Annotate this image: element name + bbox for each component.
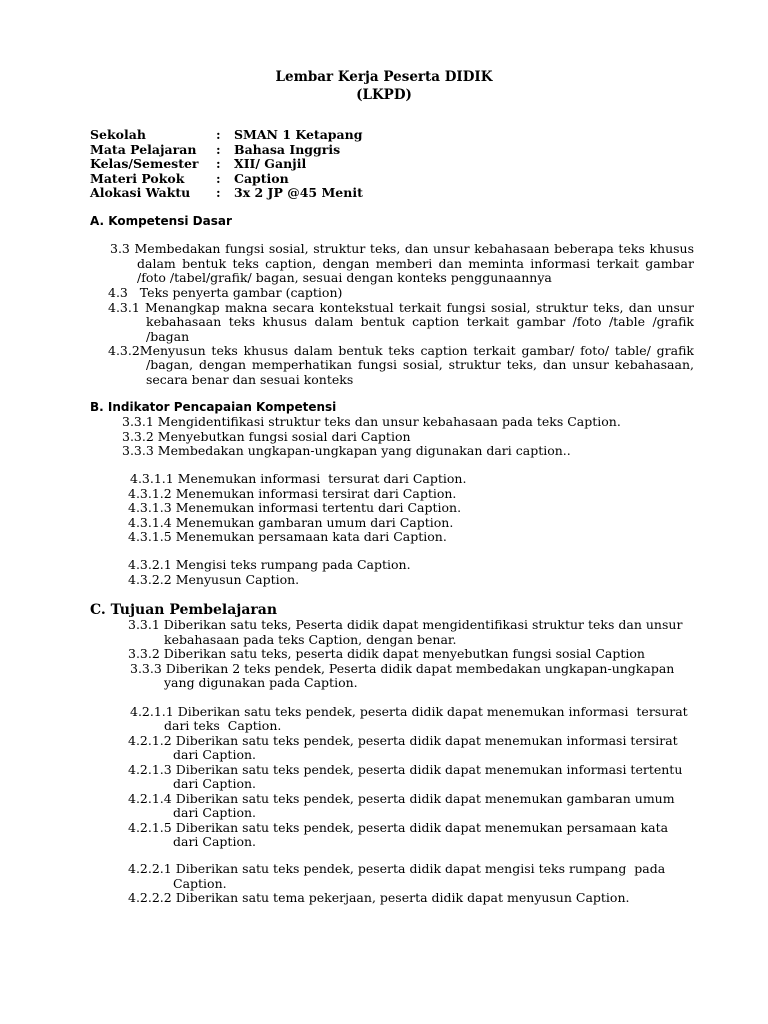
tujuan-4-2-1-1-line2: dari teks Caption. (164, 718, 282, 733)
info-label: Kelas/Semester (90, 156, 199, 171)
tujuan-4-2-2-1-line1: 4.2.2.1 Diberikan satu teks pendek, peserta didik dapat mengisi teks rumpang pada (128, 861, 666, 876)
kd-3-3-line2: dalam bentuk teks caption, dengan memberi dan meminta informasi terkait gambar (137, 255, 694, 271)
kd-4-3-1-line1: 4.3.1 Menangkap makna secara kontekstual terkait fungsi sosial, struktur teks, dan unsur (108, 299, 694, 315)
kd-4-3-2-line3: secara benar dan sesuai konteks (146, 371, 354, 387)
kd-4-3-2-line2: /bagan, dengan memperhatikan fungsi sosial, struktur teks, dan unsur kebahasaan, (146, 357, 694, 372)
indikator-4-3-1-2: 4.3.1.2 Menemukan informasi tersirat dari Caption. (128, 485, 457, 501)
indikator-4-3-2-2: 4.3.2.2 Menyusun Caption. (128, 571, 300, 587)
tujuan-4-2-1-3-line1: 4.2.1.3 Diberikan satu teks pendek, peserta didik dapat menemukan informasi tertentu (128, 761, 683, 777)
tujuan-3-3-3-line1: 3.3.3 Diberikan 2 teks pendek, Peserta didik dapat membedakan ungkapan-ungkapan (130, 660, 675, 676)
tujuan-4-2-1-5-line1: 4.2.1.5 Diberikan satu teks pendek, peserta didik dapat menemukan persamaan kata (128, 819, 669, 835)
info-label: Mata Pelajaran (90, 141, 197, 157)
indikator-4-3-1-5: 4.3.1.5 Menemukan persamaan kata dari Caption. (128, 529, 447, 544)
document-title: Lembar Kerja Peserta DIDIK (275, 69, 493, 85)
indikator-4-3-1-1: 4.3.1.1 Menemukan informasi tersurat dari Caption. (130, 471, 467, 486)
tujuan-4-2-1-4-line1: 4.2.1.4 Diberikan satu teks pendek, peserta didik dapat menemukan gambaran umum (128, 790, 675, 806)
info-colon: : (216, 127, 221, 142)
indikator-3-3-3: 3.3.3 Membedakan ungkapan-ungkapan yang digunakan dari caption.. (122, 443, 571, 458)
info-value: Bahasa Inggris (234, 141, 341, 157)
tujuan-3-3-3-line2: yang digunakan pada Caption. (164, 675, 358, 690)
info-label: Materi Pokok (90, 170, 185, 186)
kd-4-3-1-line2: kebahasaan teks khusus dalam bentuk caption terkait gambar /foto /table /grafik (146, 314, 694, 329)
section-c-heading: C. Tujuan Pembelajaran (90, 602, 278, 618)
info-colon: : (216, 141, 221, 157)
indikator-4-3-1-4: 4.3.1.4 Menemukan gambaran umum dari Caption. (128, 514, 454, 530)
document-subtitle: (LKPD) (356, 87, 412, 103)
info-label: Alokasi Waktu (90, 185, 191, 200)
info-value: 3x 2 JP @45 Menit (234, 185, 363, 200)
kd-3-3-line1: 3.3 Membedakan fungsi sosial, struktur teks, dan unsur kebahasaan beberapa teks khusus (110, 241, 694, 256)
info-value: XII/ Ganjil (234, 156, 307, 171)
info-colon: : (216, 170, 221, 186)
tujuan-4-2-1-1-line1: 4.2.1.1 Diberikan satu teks pendek, peserta didik dapat menemukan informasi tersurat (130, 703, 688, 719)
tujuan-3-3-1-line1: 3.3.1 Diberikan satu teks, Peserta didik dapat mengidentifikasi struktur teks dan unsur (128, 617, 683, 632)
indikator-4-3-1-3: 4.3.1.3 Menemukan informasi tertentu dari Caption. (128, 500, 462, 515)
tujuan-4-2-1-4-line2: dari Caption. (173, 805, 256, 820)
kd-4-3-1-line3: /bagan (146, 328, 190, 344)
tujuan-3-3-1-line2: kebahasaan pada teks Caption, dengan benar. (164, 631, 457, 647)
info-value: Caption (234, 170, 289, 186)
kd-4-3: 4.3 Teks penyerta gambar (caption) (108, 285, 343, 300)
tujuan-4-2-2-1-line2: Caption. (173, 875, 227, 891)
section-b-heading: B. Indikator Pencapaian Kompetensi (90, 400, 337, 414)
info-value: SMAN 1 Ketapang (234, 127, 363, 142)
section-a-heading: A. Kompetensi Dasar (90, 214, 232, 228)
info-colon: : (216, 156, 221, 171)
info-colon: : (216, 185, 221, 200)
kd-4-3-2-line1: 4.3.2Menyusun teks khusus dalam bentuk teks caption terkait gambar/ foto/ table/ grafik (108, 342, 694, 358)
indikator-4-3-2-1: 4.3.2.1 Mengisi teks rumpang pada Caption. (128, 557, 411, 572)
indikator-3-3-1: 3.3.1 Mengidentifikasi struktur teks dan unsur kebahasaan pada teks Caption. (122, 414, 621, 429)
info-label: Sekolah (90, 127, 146, 142)
indikator-3-3-2: 3.3.2 Menyebutkan fungsi sosial dari Caption (122, 428, 411, 444)
tujuan-4-2-1-2-line2: dari Caption. (173, 747, 256, 762)
kd-3-3-line3: /foto /tabel/grafik/ bagan, sesuai dengan konteks penggunaannya (137, 270, 552, 285)
tujuan-3-3-2: 3.3.2 Diberikan satu teks, peserta didik dapat menyebutkan fungsi sosial Caption (128, 646, 645, 661)
tujuan-4-2-1-3-line2: dari Caption. (173, 776, 256, 791)
tujuan-4-2-1-5-line2: dari Caption. (173, 834, 256, 849)
tujuan-4-2-1-2-line1: 4.2.1.2 Diberikan satu teks pendek, peserta didik dapat menemukan informasi tersirat (128, 732, 678, 748)
tujuan-4-2-2-2: 4.2.2.2 Diberikan satu tema pekerjaan, peserta didik dapat menyusun Caption. (128, 890, 630, 905)
